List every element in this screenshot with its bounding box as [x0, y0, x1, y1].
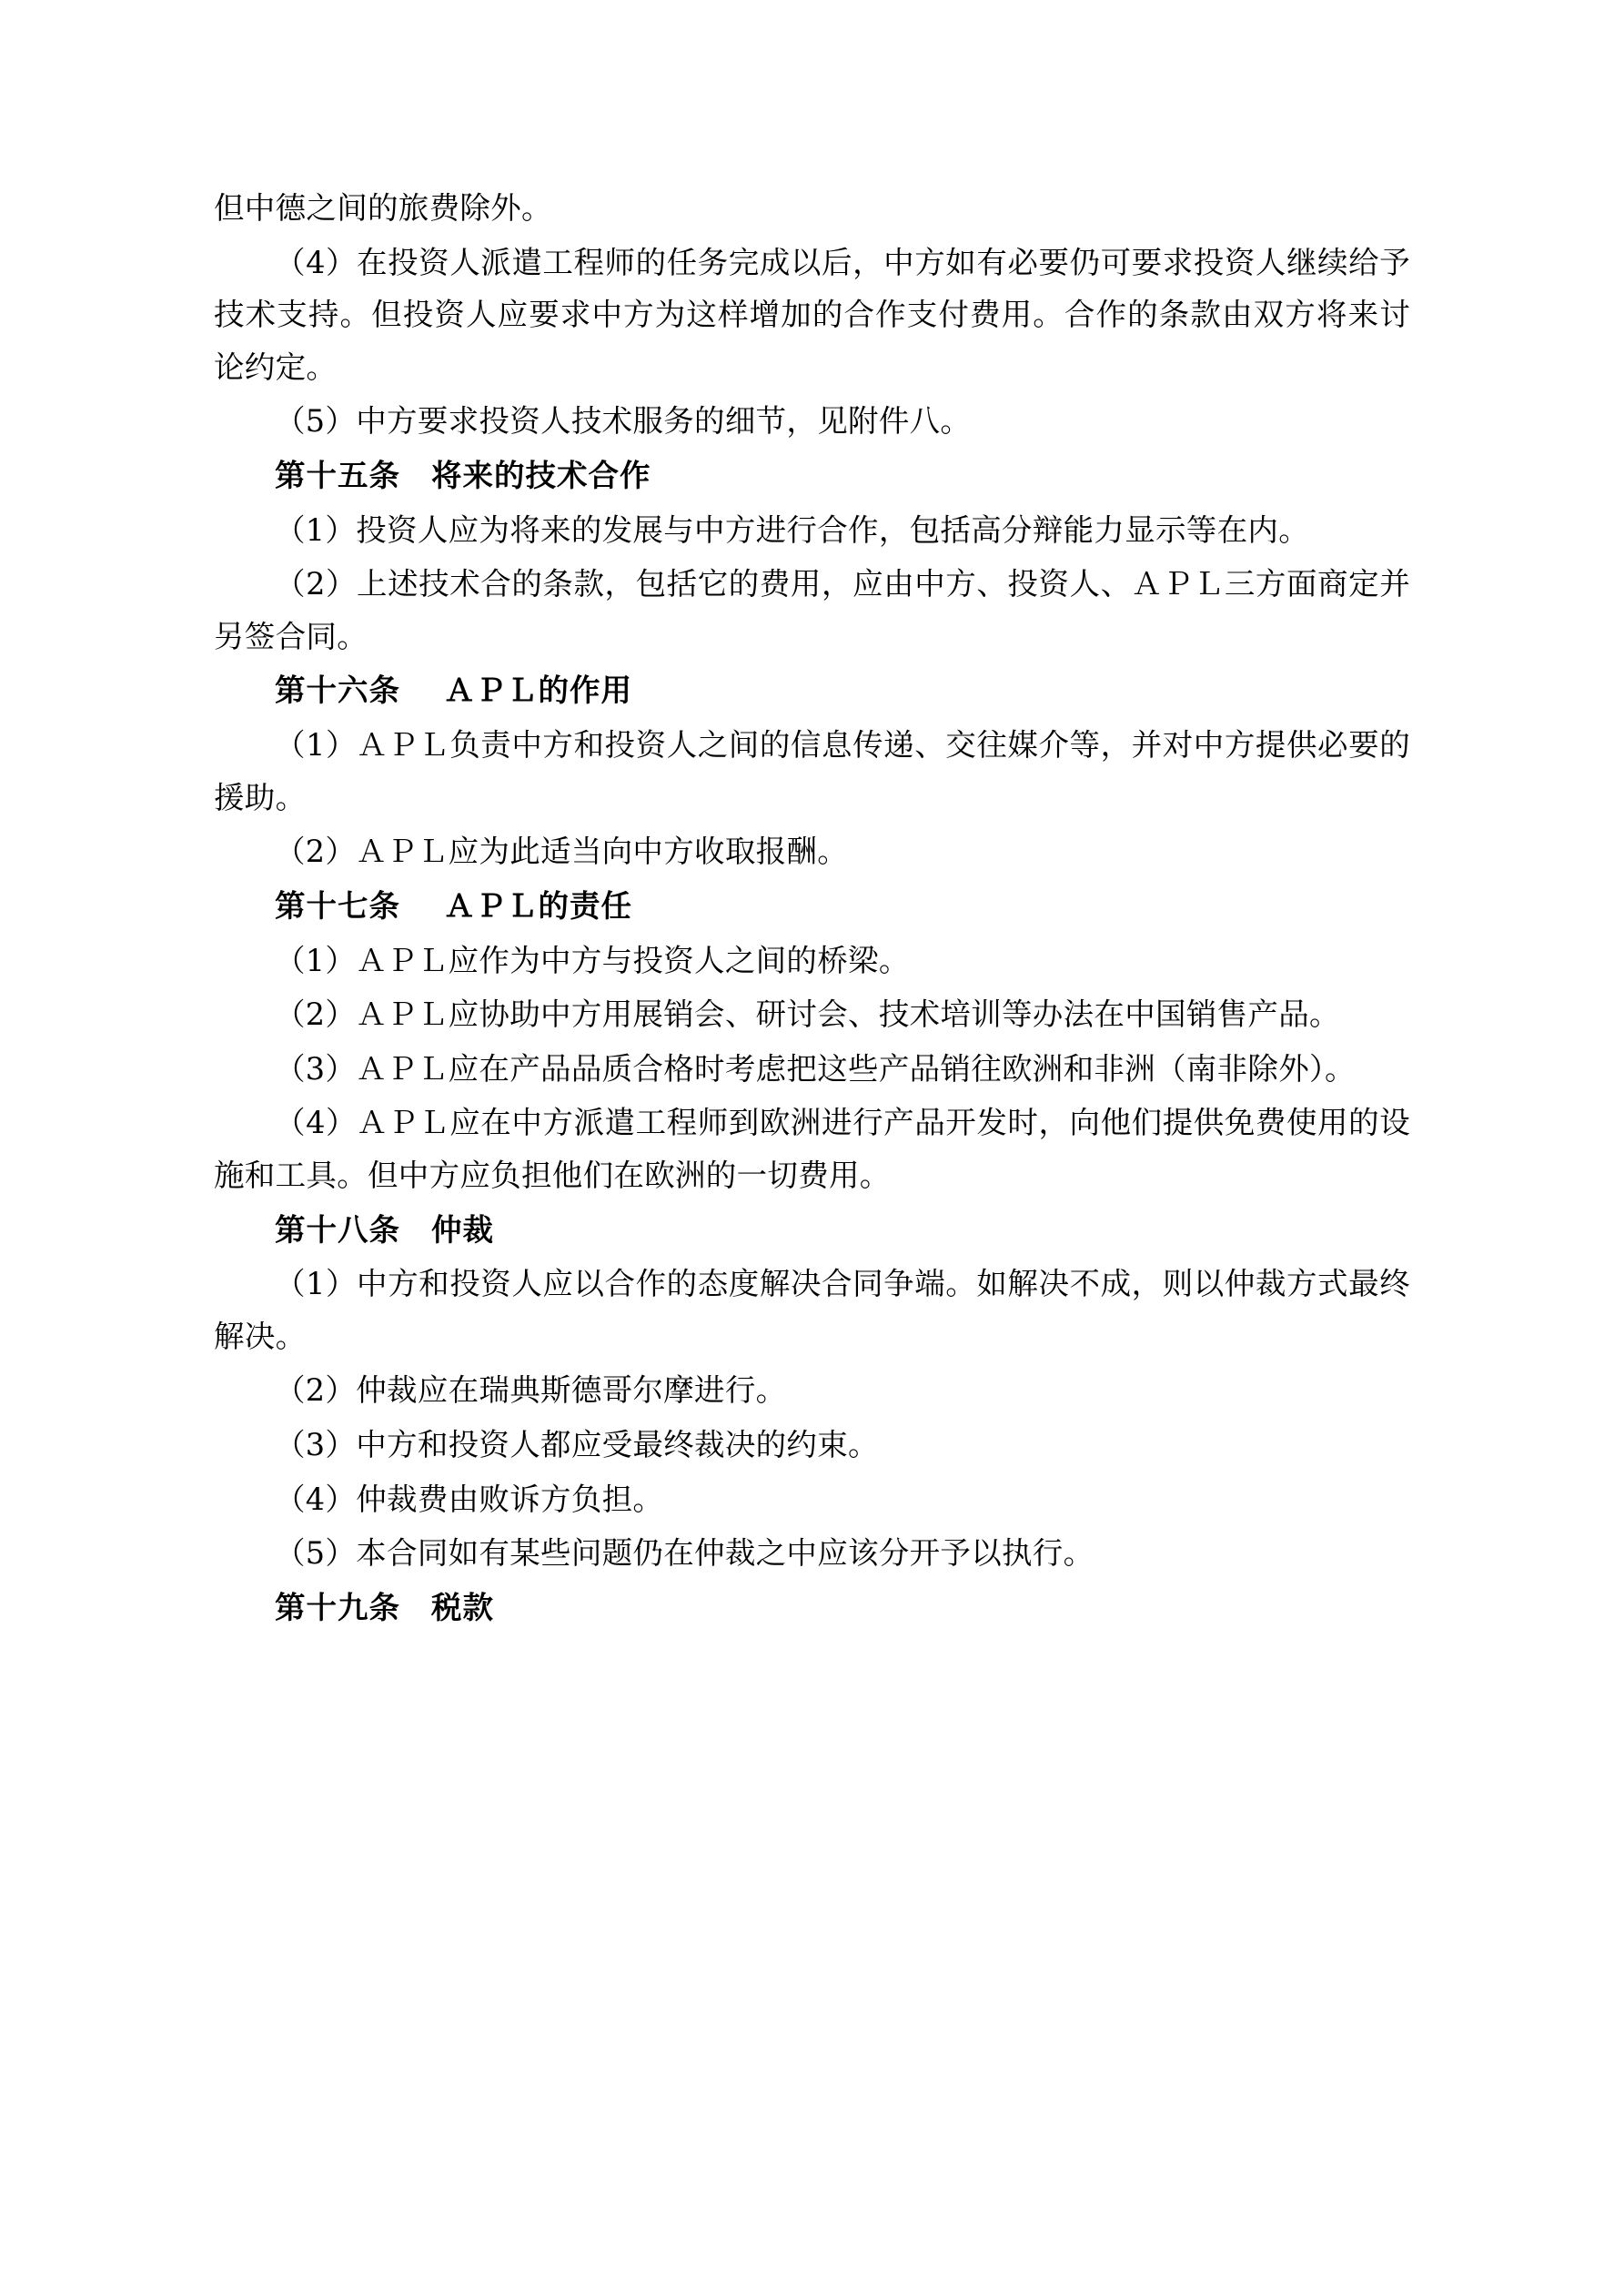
- section-title: ＡＰＬ的作用: [444, 673, 632, 709]
- paragraph: （2）仲裁应在瑞典斯德哥尔摩进行。: [275, 1372, 787, 1409]
- section-heading: [214, 450, 1410, 502]
- section-title: 将来的技术合作: [431, 458, 651, 494]
- section-heading: [214, 664, 1410, 717]
- section-title: ＡＰＬ的责任: [444, 887, 632, 924]
- section-number: 第十六条: [275, 673, 400, 709]
- paragraph: （4）ＡＰＬ应在中方派遣工程师到欧洲进行产品开发时，向他们提供免费使用的设施和工具。但中方应负担他们在欧洲的一切费用。: [214, 1105, 1410, 1193]
- section-heading: [214, 1582, 1410, 1634]
- paragraph: （3）ＡＰＬ应在产品品质合格时考虑把这些产品销往欧洲和非洲（南非除外）。: [275, 1050, 1356, 1087]
- paragraph: （1）ＡＰＬ应作为中方与投资人之间的桥梁。: [275, 942, 910, 978]
- paragraph: （3）中方和投资人都应受最终裁决的约束。: [275, 1427, 879, 1463]
- paragraph: （2）上述技术合的条款，包括它的费用，应由中方、投资人、ＡＰＬ三方面商定并另签合同。: [214, 566, 1410, 654]
- section-number: 第十七条: [275, 887, 400, 924]
- paragraph: （4）仲裁费由败诉方负担。: [275, 1481, 664, 1517]
- section-number: 第十五条: [275, 458, 400, 494]
- paragraph: （1）ＡＰＬ负责中方和投资人之间的信息传递、交往媒介等，并对中方提供必要的援助。: [214, 727, 1410, 815]
- section-heading: [214, 1204, 1410, 1257]
- section-number: 第十九条: [275, 1589, 400, 1625]
- section-number: 第十八条: [275, 1211, 400, 1248]
- paragraph: （1）中方和投资人应以合作的态度解决合同争端。如解决不成，则以仲裁方式最终解决。: [214, 1266, 1410, 1354]
- section-heading: [214, 880, 1410, 933]
- paragraph: （5）本合同如有某些问题仍在仲裁之中应该分开予以执行。: [275, 1535, 1094, 1572]
- document-body: [214, 182, 1410, 1633]
- paragraph: （2）ＡＰＬ应协助中方用展销会、研讨会、技术培训等办法在中国销售产品。: [275, 996, 1340, 1033]
- paragraph: （2）ＡＰＬ应为此适当向中方收取报酬。: [275, 834, 849, 870]
- paragraph: （4）在投资人派遣工程师的任务完成以后，中方如有必要仍可要求投资人继续给予技术支持。但投资人应要求中方为这样增加的合作支付费用。合作的条款由双方将来讨论约定。: [214, 244, 1410, 385]
- paragraph: 但中德之间的旅费除外。: [214, 190, 552, 226]
- section-title: 仲裁: [431, 1211, 494, 1248]
- paragraph: （1）投资人应为将来的发展与中方进行合作，包括高分辩能力显示等在内。: [275, 511, 1310, 548]
- paragraph: （5）中方要求投资人技术服务的细节，见附件八。: [275, 403, 972, 440]
- section-title: 税款: [431, 1589, 494, 1625]
